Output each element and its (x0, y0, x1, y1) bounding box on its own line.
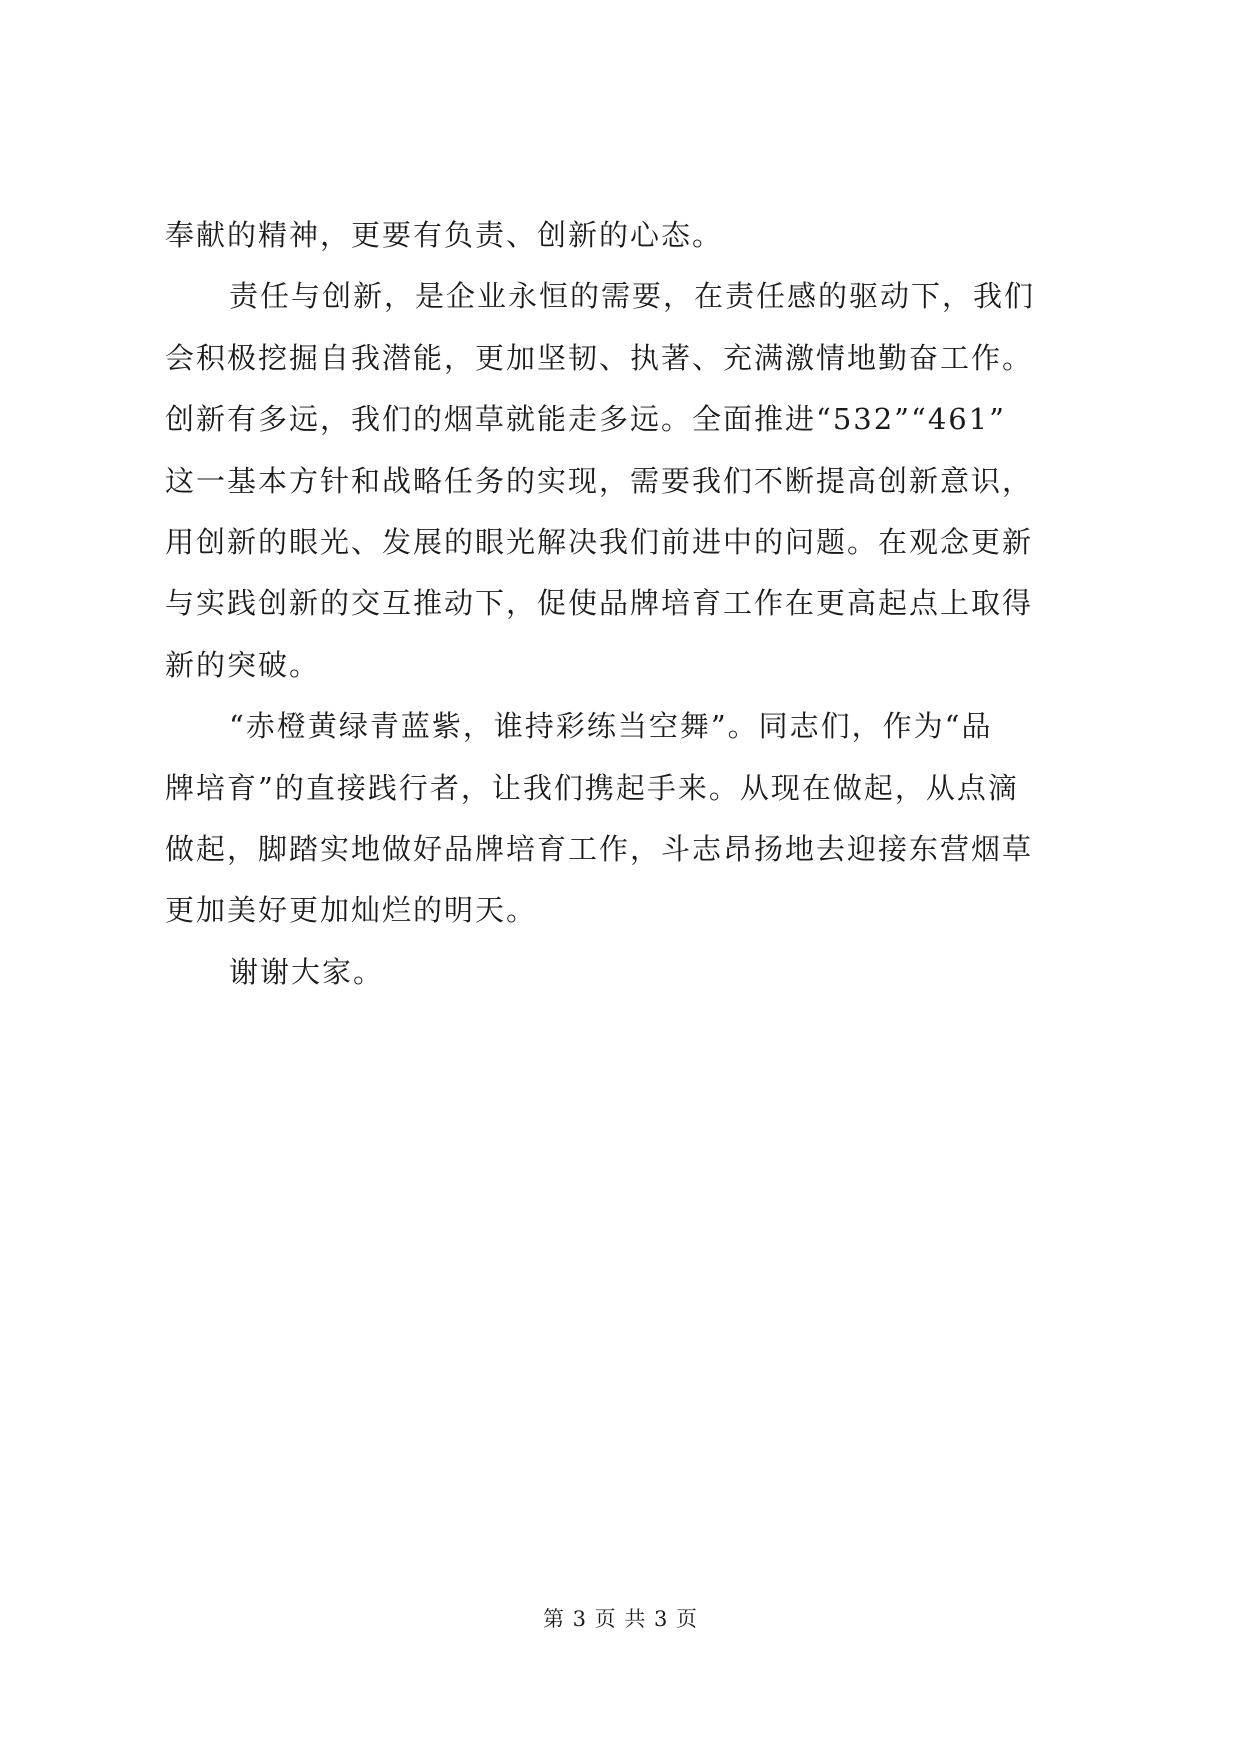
page-number-footer: 第 3 页 共 3 页 (542, 1607, 699, 1631)
text-line: 新的突破。 (165, 647, 321, 682)
text-line: 与实践创新的交互推动下，促使品牌培育工作在更高起点上取得 (165, 586, 1034, 621)
text-line: 牌培育”的直接践行者，让我们携起手来。从现在做起，从点滴 (165, 770, 1019, 805)
text-line: “赤橙黄绿青蓝紫，谁持彩练当空舞”。同志们，作为“品 (229, 709, 993, 744)
text-line: 责任与创新，是企业永恒的需要，在责任感的驱动下，我们 (229, 279, 1036, 314)
text-line: 用创新的眼光、发展的眼光解决我们前进中的问题。在观念更新 (165, 524, 1034, 559)
text-line: 这一基本方针和战略任务的实现，需要我们不断提高创新意识， (165, 463, 1034, 498)
paragraph-4 (165, 942, 1077, 1003)
text-line: 更加美好更加灿烂的明天。 (165, 893, 538, 928)
paragraph-2 (165, 266, 1077, 696)
paragraph-3 (165, 696, 1077, 942)
text-line: 创新有多远，我们的烟草就能走多远。全面推进“532”“461” (165, 402, 1007, 437)
paragraph-1 (165, 205, 1077, 266)
text-line: 做起，脚踏实地做好品牌培育工作，斗志昂扬地去迎接东营烟草 (165, 831, 1034, 866)
document-body (165, 205, 1077, 1003)
text-line: 谢谢大家。 (229, 954, 385, 989)
text-line: 奉献的精神，更要有负责、创新的心态。 (165, 218, 724, 252)
text-line: 会积极挖掘自我潜能，更加坚韧、执著、充满激情地勤奋工作。 (165, 340, 1034, 375)
